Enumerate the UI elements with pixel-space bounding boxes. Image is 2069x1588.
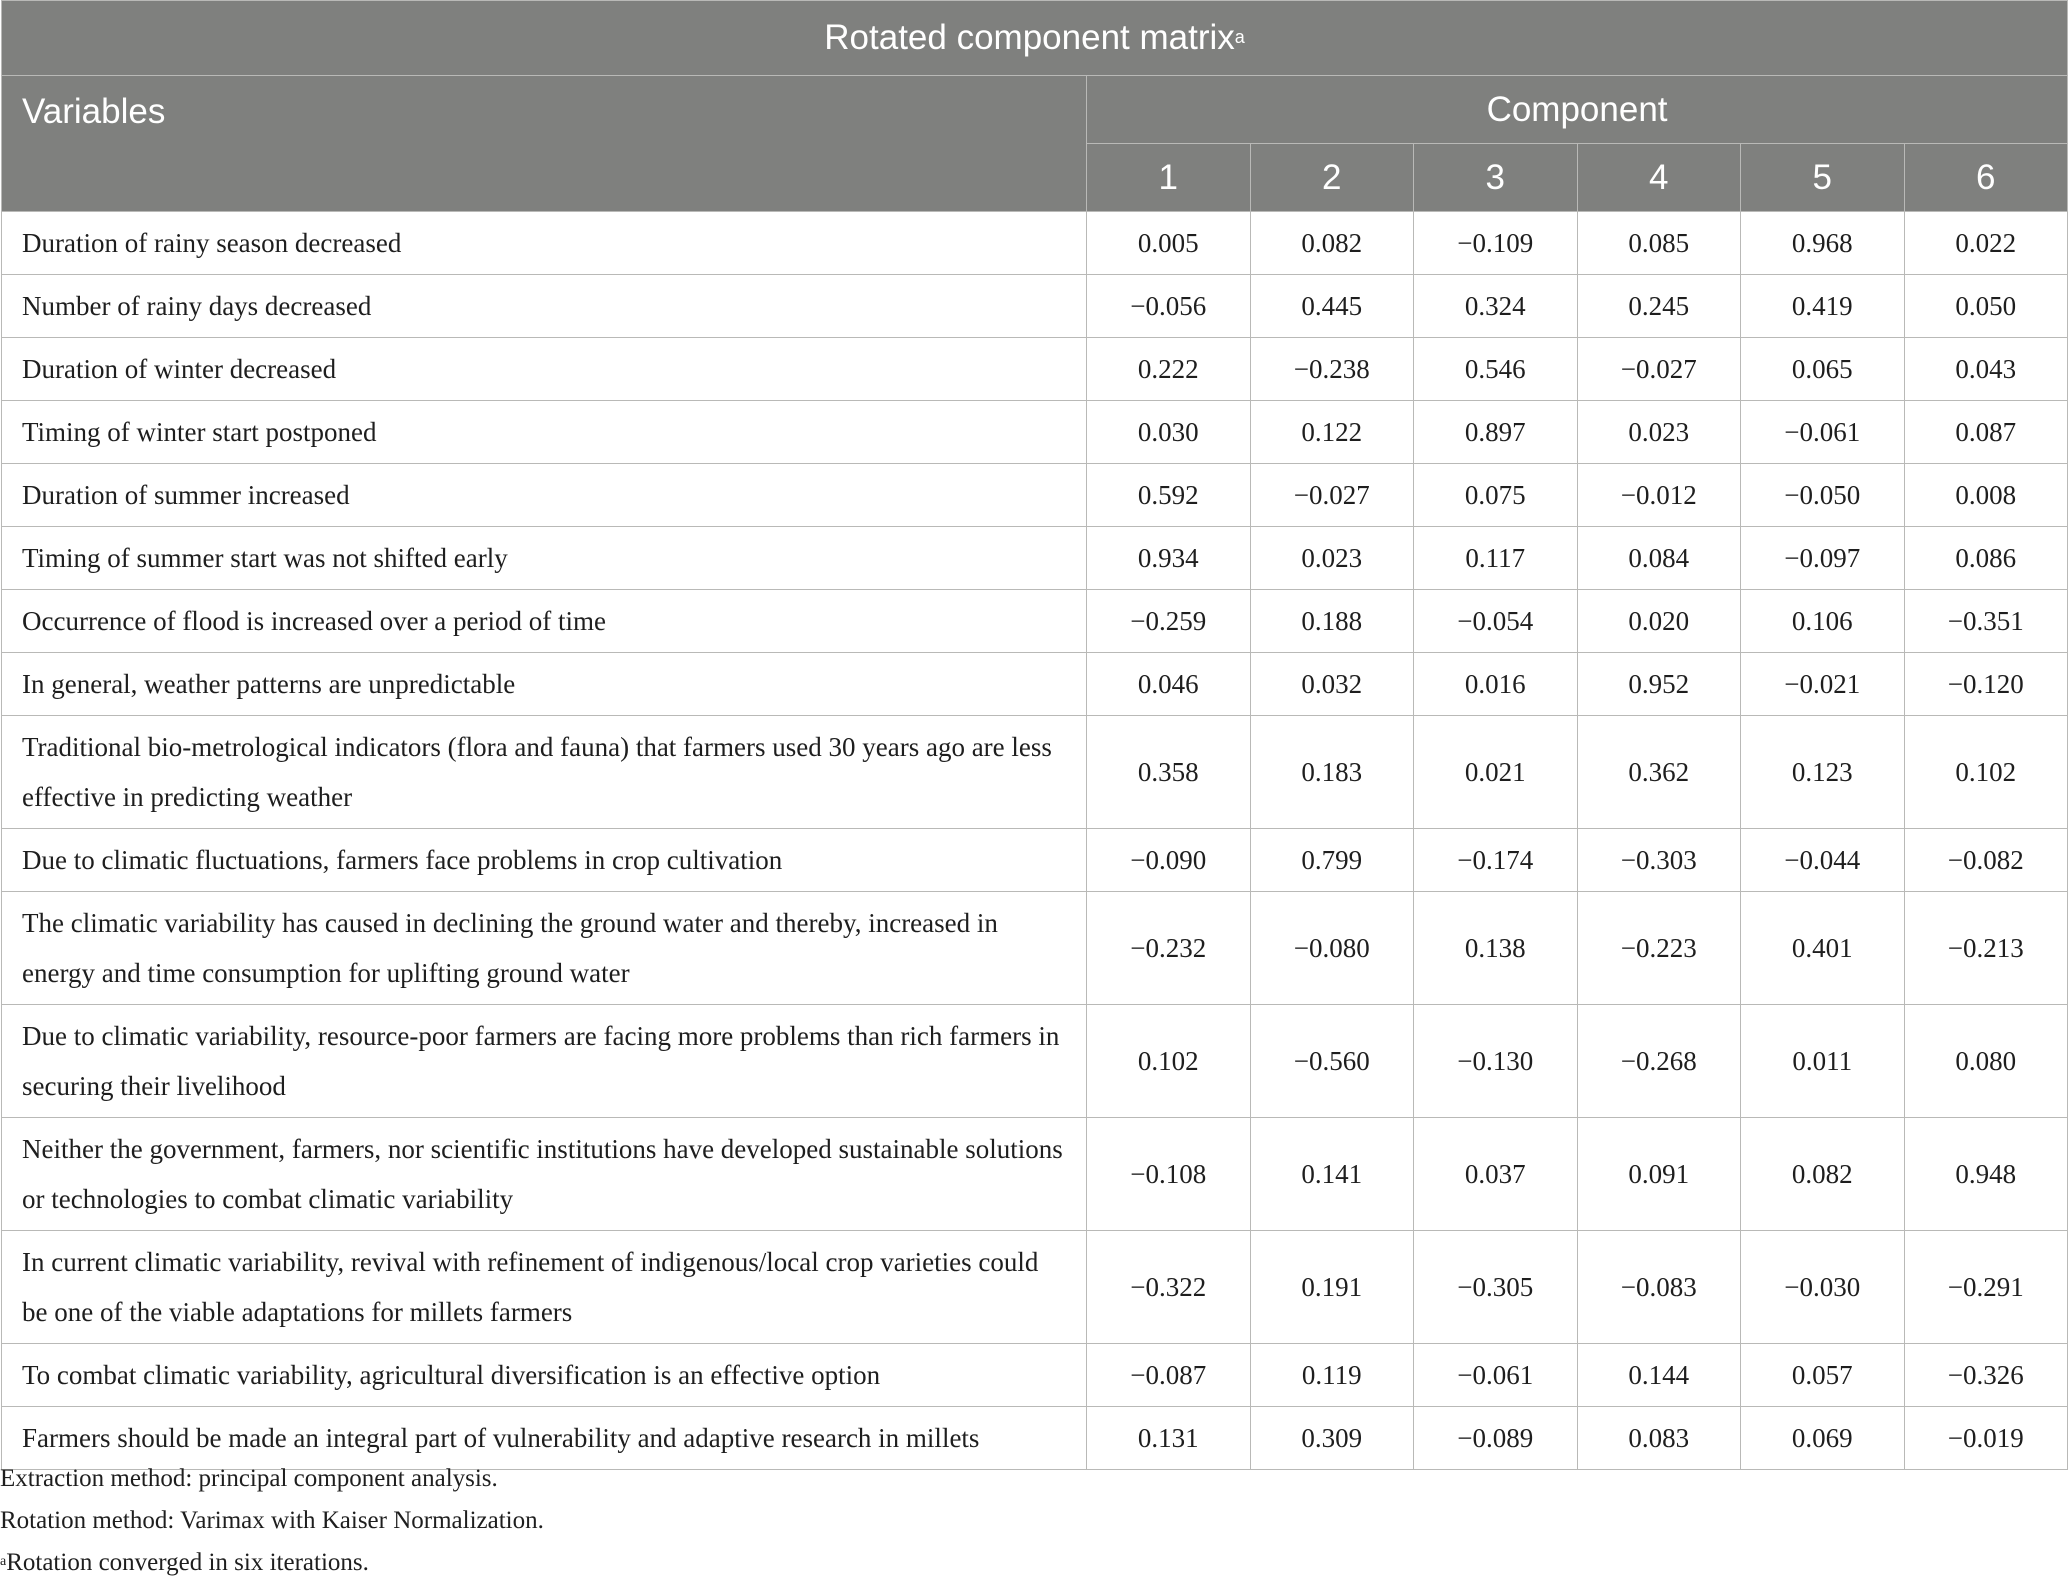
loading-value-component-3: −0.054 [1414,590,1578,653]
table-row [2,653,2068,716]
table-row [2,829,2068,892]
variable-label: In general, weather patterns are unpredictable [2,653,1087,716]
loading-value-component-4: 0.084 [1577,527,1741,590]
loading-value-component-3: −0.305 [1414,1231,1578,1344]
loading-value-component-3: −0.089 [1414,1407,1578,1470]
loading-value-component-3: 0.021 [1414,716,1578,829]
variable-label: Due to climatic fluctuations, farmers face problems in crop cultivation [2,829,1087,892]
loading-value-component-4: 0.952 [1577,653,1741,716]
loading-value-component-6: −0.213 [1904,892,2068,1005]
loading-value-component-5: 0.057 [1741,1344,1905,1407]
loading-value-component-4: −0.303 [1577,829,1741,892]
loading-value-component-5: 0.419 [1741,275,1905,338]
loading-value-component-1: 0.358 [1087,716,1251,829]
loading-value-component-2: 0.445 [1250,275,1414,338]
loading-value-component-1: −0.108 [1087,1118,1251,1231]
table-header [2,1,2068,212]
component-number-1: 1 [1087,144,1251,212]
variable-label: Timing of winter start postponed [2,401,1087,464]
table-title-text: Rotated component matrix [824,18,1235,57]
loading-value-component-6: −0.291 [1904,1231,2068,1344]
loading-value-component-3: 0.324 [1414,275,1578,338]
loading-value-component-3: −0.130 [1414,1005,1578,1118]
variables-header: Variables [2,76,1087,212]
loading-value-component-3: 0.117 [1414,527,1578,590]
loading-value-component-5: 0.069 [1741,1407,1905,1470]
loading-value-component-3: 0.546 [1414,338,1578,401]
loading-value-component-6: 0.043 [1904,338,2068,401]
loading-value-component-4: −0.027 [1577,338,1741,401]
component-header: Component [1087,76,2068,144]
loading-value-component-1: −0.090 [1087,829,1251,892]
loading-value-component-4: 0.245 [1577,275,1741,338]
loading-value-component-6: −0.326 [1904,1344,2068,1407]
variable-label: Traditional bio-metrological indicators (flora and fauna) that farmers used 30 years ago are less effective in predicting weather [2,716,1087,829]
table-row [2,1005,2068,1118]
loading-value-component-6: 0.050 [1904,275,2068,338]
component-header-row [2,76,2068,144]
table-row [2,590,2068,653]
variable-label: Neither the government, farmers, nor scientific institutions have developed sustainable solutions or technologies to combat climatic variability [2,1118,1087,1231]
loading-value-component-6: 0.087 [1904,401,2068,464]
footnote-marker: a [0,1554,7,1569]
variable-label: Timing of summer start was not shifted early [2,527,1087,590]
component-number-4: 4 [1577,144,1741,212]
table-row [2,716,2068,829]
variable-label: The climatic variability has caused in declining the ground water and thereby, increased in energy and time consumption for uplifting ground water [2,892,1087,1005]
loading-value-component-1: 0.005 [1087,212,1251,275]
loading-value-component-5: −0.044 [1741,829,1905,892]
loading-value-component-5: −0.030 [1741,1231,1905,1344]
table-row [2,1231,2068,1344]
loading-value-component-1: 0.030 [1087,401,1251,464]
variable-label: Duration of summer increased [2,464,1087,527]
footnote-text: Rotation converged in six iterations. [6,1549,369,1576]
loading-value-component-4: 0.362 [1577,716,1741,829]
variable-label: Duration of winter decreased [2,338,1087,401]
loading-value-component-4: −0.083 [1577,1231,1741,1344]
loading-value-component-2: −0.027 [1250,464,1414,527]
loading-value-component-1: −0.232 [1087,892,1251,1005]
loading-value-component-5: 0.065 [1741,338,1905,401]
loading-value-component-1: −0.259 [1087,590,1251,653]
loading-value-component-6: −0.351 [1904,590,2068,653]
title-row [2,1,2068,76]
loading-value-component-2: 0.309 [1250,1407,1414,1470]
loading-value-component-1: −0.322 [1087,1231,1251,1344]
loading-value-component-5: −0.061 [1741,401,1905,464]
table-row [2,892,2068,1005]
loading-value-component-1: −0.087 [1087,1344,1251,1407]
table-row [2,527,2068,590]
loading-value-component-6: 0.948 [1904,1118,2068,1231]
table-row [2,338,2068,401]
loading-value-component-6: 0.080 [1904,1005,2068,1118]
loading-value-component-2: 0.082 [1250,212,1414,275]
loading-value-component-6: 0.008 [1904,464,2068,527]
loading-value-component-5: 0.011 [1741,1005,1905,1118]
loading-value-component-5: 0.123 [1741,716,1905,829]
extraction-method-note: Extraction method: principal component analysis. [0,1465,498,1492]
loading-value-component-2: 0.032 [1250,653,1414,716]
loading-value-component-2: 0.122 [1250,401,1414,464]
variable-label: In current climatic variability, revival with refinement of indigenous/local crop varieties could be one of the viable adaptations for millets farmers [2,1231,1087,1344]
component-number-6: 6 [1904,144,2068,212]
loading-value-component-5: 0.968 [1741,212,1905,275]
table-row [2,275,2068,338]
loading-value-component-3: 0.075 [1414,464,1578,527]
loading-value-component-3: 0.138 [1414,892,1578,1005]
table-row [2,401,2068,464]
loading-value-component-3: −0.061 [1414,1344,1578,1407]
loading-value-component-6: 0.102 [1904,716,2068,829]
loading-value-component-4: 0.023 [1577,401,1741,464]
variable-label: Duration of rainy season decreased [2,212,1087,275]
loading-value-component-5: −0.097 [1741,527,1905,590]
table-title [2,1,2068,76]
component-number-3: 3 [1414,144,1578,212]
loading-value-component-2: 0.183 [1250,716,1414,829]
loading-value-component-5: −0.021 [1741,653,1905,716]
loading-value-component-3: 0.016 [1414,653,1578,716]
loading-value-component-4: 0.085 [1577,212,1741,275]
loading-value-component-3: −0.109 [1414,212,1578,275]
table-notes [0,1458,544,1588]
loading-value-component-2: −0.560 [1250,1005,1414,1118]
component-number-2: 2 [1250,144,1414,212]
loading-value-component-4: 0.083 [1577,1407,1741,1470]
variable-label: Number of rainy days decreased [2,275,1087,338]
rotation-method-note: Rotation method: Varimax with Kaiser Normalization. [0,1507,544,1534]
loading-value-component-6: 0.022 [1904,212,2068,275]
variable-label: Occurrence of flood is increased over a period of time [2,590,1087,653]
table-row [2,1118,2068,1231]
variable-label: To combat climatic variability, agricultural diversification is an effective option [2,1344,1087,1407]
loading-value-component-2: 0.023 [1250,527,1414,590]
loading-value-component-2: 0.799 [1250,829,1414,892]
table-row [2,1344,2068,1407]
loading-value-component-4: 0.091 [1577,1118,1741,1231]
loading-value-component-2: 0.188 [1250,590,1414,653]
loading-value-component-2: −0.080 [1250,892,1414,1005]
loading-value-component-2: 0.191 [1250,1231,1414,1344]
loading-value-component-3: −0.174 [1414,829,1578,892]
table-row [2,212,2068,275]
loading-value-component-4: −0.223 [1577,892,1741,1005]
variable-label: Farmers should be made an integral part of vulnerability and adaptive research in millets [2,1407,1087,1470]
loading-value-component-1: 0.131 [1087,1407,1251,1470]
loading-value-component-5: 0.106 [1741,590,1905,653]
loading-value-component-2: −0.238 [1250,338,1414,401]
loading-value-component-1: 0.102 [1087,1005,1251,1118]
loading-value-component-1: 0.934 [1087,527,1251,590]
rotated-component-matrix-table [1,0,2068,1470]
loading-value-component-2: 0.119 [1250,1344,1414,1407]
table-row [2,464,2068,527]
loading-value-component-5: −0.050 [1741,464,1905,527]
loading-value-component-5: 0.082 [1741,1118,1905,1231]
convergence-footnote [0,1542,544,1588]
variable-label: Due to climatic variability, resource-poor farmers are facing more problems than rich farmers in securing their livelihood [2,1005,1087,1118]
loading-value-component-6: −0.120 [1904,653,2068,716]
loading-value-component-1: 0.592 [1087,464,1251,527]
loading-value-component-5: 0.401 [1741,892,1905,1005]
loading-value-component-3: 0.037 [1414,1118,1578,1231]
loading-value-component-6: −0.019 [1904,1407,2068,1470]
table-title-superscript: a [1234,27,1245,47]
loading-value-component-4: −0.012 [1577,464,1741,527]
loading-value-component-4: 0.020 [1577,590,1741,653]
loading-value-component-4: −0.268 [1577,1005,1741,1118]
loading-value-component-1: 0.222 [1087,338,1251,401]
loading-value-component-6: −0.082 [1904,829,2068,892]
loading-value-component-6: 0.086 [1904,527,2068,590]
loading-value-component-4: 0.144 [1577,1344,1741,1407]
loading-value-component-1: −0.056 [1087,275,1251,338]
loading-value-component-3: 0.897 [1414,401,1578,464]
table-body [2,212,2068,1470]
loading-value-component-1: 0.046 [1087,653,1251,716]
loading-value-component-2: 0.141 [1250,1118,1414,1231]
component-number-5: 5 [1741,144,1905,212]
